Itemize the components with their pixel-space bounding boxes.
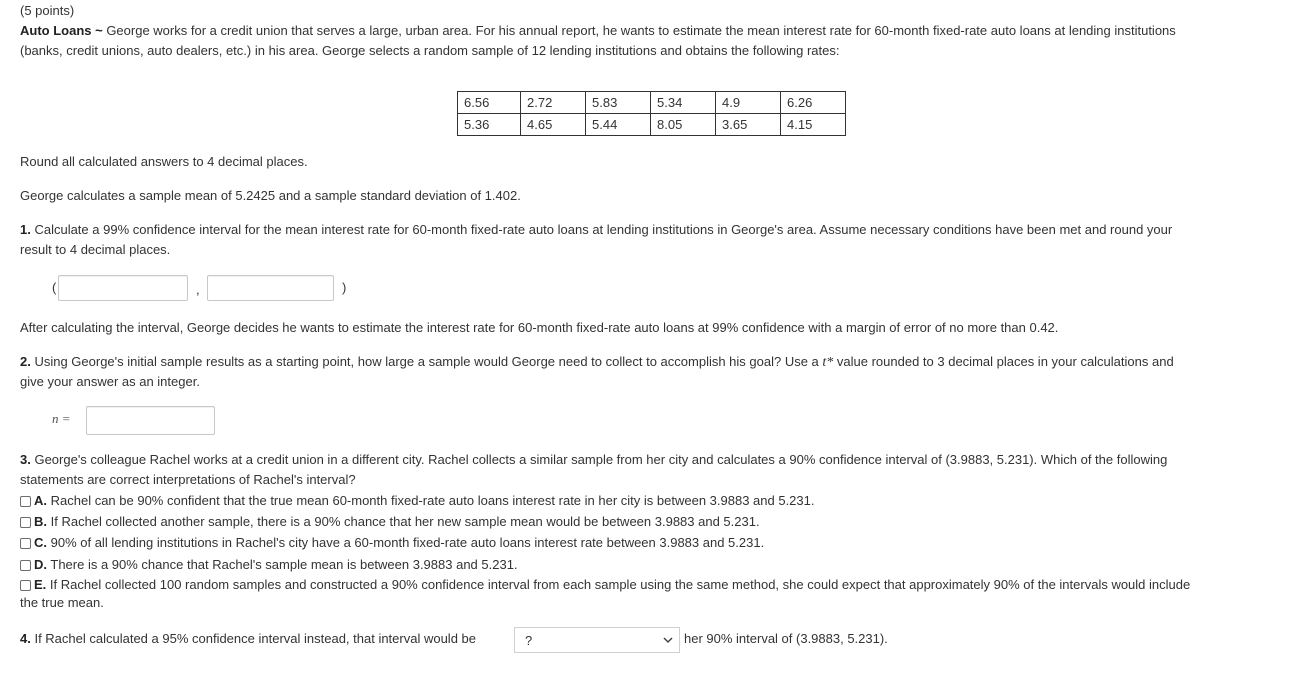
q2-number: 2. [20,354,31,369]
option-d [20,555,1282,575]
select-value: ? [525,633,533,648]
q3-line-1 [20,450,1282,470]
rates-table [457,91,846,136]
table-cell: 4.65 [521,114,586,136]
option-letter: D. [34,557,47,572]
interval-comma: , [196,282,200,297]
table-cell: 5.36 [458,114,521,136]
option-e-line-2: the true mean. [20,595,104,610]
table-cell: 5.83 [586,92,651,114]
option-letter: B. [34,514,47,529]
table-cell: 5.34 [651,92,716,114]
intro-text-1: George works for a credit union that serves a large, urban area. For his annual report, he wants to estimate the mean interest rate for 60-month fixed-rate auto loans at lending institutions [102,23,1176,38]
transition-text: After calculating the interval, George decides he wants to estimate the interest rate for 60-month fixed-rate auto loans at 99% confidence with a margin of error of no more than 0.42. [20,320,1059,335]
option-letter: E. [34,577,47,592]
table-row [458,92,846,114]
chevron-down-icon [663,631,673,652]
table-cell: 5.44 [586,114,651,136]
q4-text-after: her 90% interval of (3.9883, 5.231). [684,631,888,646]
table-cell: 3.65 [716,114,781,136]
sample-size-input[interactable] [86,406,215,435]
q2-line-2: give your answer as an integer. [20,374,200,389]
checkbox-b[interactable] [20,517,31,528]
option-c [20,533,1282,553]
round-instruction: Round all calculated answers to 4 decimal places. [20,154,308,169]
intro-line-2: (banks, credit unions, auto dealers, etc.) in his area. George selects a random sample of 12 lending institutions and obtains the following rates: [20,43,840,58]
points-label: (5 points) [20,3,75,18]
table-cell: 4.15 [781,114,846,136]
comparison-select[interactable] [514,627,680,653]
q4-number: 4. [20,631,31,646]
q4-text [20,629,476,649]
table-cell: 8.05 [651,114,716,136]
q4-text-before: If Rachel calculated a 95% confidence interval instead, that interval would be [30,631,476,646]
table-cell: 6.56 [458,92,521,114]
checkbox-d[interactable] [20,560,31,571]
option-e [20,575,1282,595]
table-cell: 6.26 [781,92,846,114]
q1-line-2: result to 4 decimal places. [20,242,171,257]
q2-text-1a: Using George's initial sample results as a starting point, how large a sample would George need to collect to accomplish his goal? Use a [30,354,823,369]
q3-line-2: statements are correct interpretations of Rachel's interval? [20,472,356,487]
q1-text-1: Calculate a 99% confidence interval for the mean interest rate for 60-month fixed-rate auto loans at lending institutions in George's area. Assume necessary conditions have been met and round your [30,222,1173,237]
table-row [458,114,846,136]
n-label: n = [52,411,71,426]
q2-text-1b: value rounded to 3 decimal places in your calculations and [833,354,1174,369]
checkbox-a[interactable] [20,496,31,507]
interval-lower-input[interactable] [58,275,188,301]
q1-line-1 [20,220,1282,240]
intro-line-1 [20,21,1282,41]
interval-upper-input[interactable] [207,275,334,301]
option-text: If Rachel collected 100 random samples and constructed a 90% confidence interval from each sample using the same method, she could expect that approximately 90% of the intervals would include [46,577,1191,592]
q3-text-1: George's colleague Rachel works at a credit union in a different city. Rachel collects a similar sample from her city and calculates a 90% confidence interval of (3.9883, 5.231). Which of the following [30,452,1168,467]
checkbox-c[interactable] [20,538,31,549]
problem-title: Auto Loans ~ [20,23,103,38]
option-b [20,512,1282,532]
checkbox-e[interactable] [20,580,31,591]
q3-number: 3. [20,452,31,467]
table-cell: 4.9 [716,92,781,114]
sample-summary: George calculates a sample mean of 5.2425 and a sample standard deviation of 1.402. [20,188,521,203]
q1-number: 1. [20,222,31,237]
option-text: If Rachel collected another sample, there is a 90% chance that her new sample mean would be between 3.9883 and 5.231. [47,514,760,529]
interval-close-paren: ) [342,280,347,295]
option-text: There is a 90% chance that Rachel's sample mean is between 3.9883 and 5.231. [47,557,518,572]
option-text: 90% of all lending institutions in Rachel's city have a 60-month fixed-rate auto loans interest rate between 3.9883 and 5.231. [47,535,765,550]
q2-line-1 [20,352,1282,373]
option-text: Rachel can be 90% confident that the true mean 60-month fixed-rate auto loans interest rate in her city is between 3.9883 and 5.231. [47,493,815,508]
interval-open-paren: ( [52,280,57,295]
option-letter: C. [34,535,47,550]
t-star-symbol: t* [822,355,834,370]
option-letter: A. [34,493,47,508]
option-a [20,491,1282,511]
table-cell: 2.72 [521,92,586,114]
